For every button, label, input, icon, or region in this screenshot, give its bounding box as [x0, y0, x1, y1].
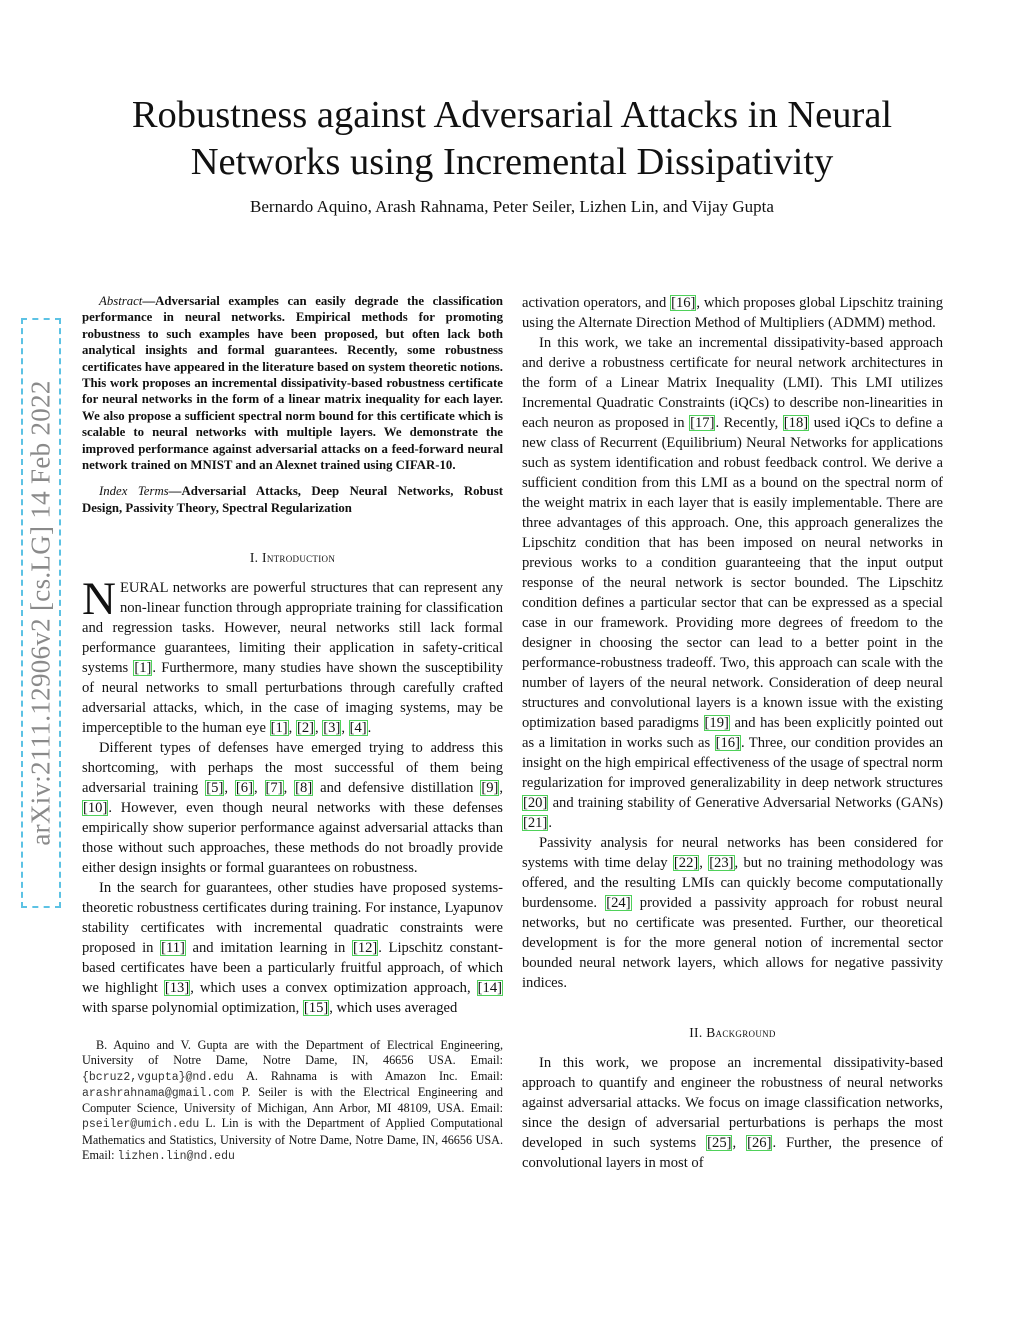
abstract: Abstract—Adversarial examples can easily degrade the classification performance in neural networks. Empirical methods for promoting robustness to such examples have been proposed, but often lack both analytical insights and formal guarantees. Recently, some robustness certificates have appeared in the literature based on system theoretic notions. This work proposes an incremental dissipativity-based robustness certificate for neural networks in the form of a linear matrix inequality for each layer. We also propose a sufficient spectral norm bound for this certificate which is scalable to neural networks with multiple layers. We demonstrate the improved performance against adversarial attacks on a feed-forward neural network trained on MNIST and an Alexnet trained using CIFAR-10.	[82, 294, 503, 473]
email-link[interactable]: {bcruz2,vgupta}@nd.edu	[82, 1070, 234, 1084]
citation-link[interactable]: [21]	[523, 815, 548, 831]
abstract-label: Abstract	[99, 294, 143, 308]
citation-link[interactable]: [7]	[265, 780, 283, 797]
citation-link[interactable]: [25]	[707, 1135, 732, 1151]
intro-paragraph-2: Different types of defenses have emerged trying to address this shortcoming, with perhaps the most successful of them being adversarial training [5], [6], [7], [8] and defensive distillation [9], [10]. However, even though neural networks with these defenses empirically show superior performance against adversarial attacks than those without such approaches, these methods do not broadly provide either design insights or formal guarantees on robustness.	[82, 740, 504, 877]
citation-link[interactable]: [22]	[673, 855, 699, 871]
email-link[interactable]: lizhen.lin@nd.edu	[117, 1149, 235, 1163]
citation-link[interactable]: [15]	[303, 1000, 329, 1017]
citation-link[interactable]: [14]	[477, 980, 502, 997]
arxiv-stamp	[21, 318, 61, 908]
body-paragraph-passivity: Passivity analysis for neural networks has been considered for systems with time delay [22], [23], but no training methodology was offered, and the resulting LMIs can quickly become computationally burdensome. [24] provided a passivity approach for robust neural networks, but no certificate was presented. Further, our theoretical development is for the more general notion of incremental sector bounded neural network layers, which allows for negative passivity indices.	[522, 835, 943, 991]
citation-link[interactable]: [16]	[715, 735, 740, 751]
citation-link[interactable]: [2]	[296, 720, 314, 737]
citation-link[interactable]: [19]	[704, 715, 729, 731]
citation-link[interactable]: [12]	[352, 940, 378, 957]
citation-link[interactable]: [26]	[747, 1135, 772, 1151]
email-link[interactable]: pseiler@umich.edu	[82, 1118, 200, 1132]
body-paragraph-contribution: In this work, we take an incremental dissipativity-based approach and derive a robustness certificate for neural network architectures in the form of a Linear Matrix Inequality (LMI). This LMI utilizes Incremental Quadratic Constraints (iQCs) to describe non-linearities in each neuron as proposed in [17]. Recently, [18] used iQCs to define a new class of Recurrent (Equilibrium) Neural Networks for applications such as system identification and robust feedback control. We derive a sufficient condition from this LMI as a bound on the spectral norm of the weight matrix in each layer that is easily implementable. There are three advantages of this approach. One, this approach generalizes the Lipschitz condition that has been imposed on neural networks in previous works to a condition guaranteeing that the input output response of the neural network is sector bounded. The Lipschitz condition defines a particular sector that can be expressed as a special case in our framework. Providing more degrees of freedom to the designer in choosing the sector can lead to a better point in the performance-robustness tradeoff. Two, this approach can scale with the number of layers of the neural network. Consideration of deep neural structures and convolutional layers is a known issue with the existing optimization based paradigms [19] and has been explicitly pointed out as a limitation in works such as [16]. Three, our condition provides an insight on the high empirical effectiveness of the usage of spectral norm regularization for improved generalizability in deep network structures [20] and training stability of Generative Adversarial Networks (GANs) [21].	[522, 335, 944, 831]
background-paragraph-1: In this work, we propose an incremental dissipativity-based approach to quantify and engineer the robustness of neural networks against adversarial attacks. We focus on image classification networks, since the design of adversarial perturbations is perhaps the most developed in such systems [25], [26]. Further, the presence of convolutional layers in most of	[522, 1055, 944, 1171]
citation-link[interactable]: [6]	[235, 780, 253, 797]
section-heading-introduction: I. Introduction	[249, 550, 336, 566]
index-terms-label: Index Terms	[99, 484, 169, 499]
citation-link[interactable]: [24]	[606, 895, 631, 911]
paper-title: Robustness against Adversarial Attacks in Neural Networks using Incremental Dissipativity	[131, 94, 893, 183]
citation-link[interactable]: [11]	[161, 940, 185, 957]
citation-link[interactable]: [8]	[295, 780, 313, 797]
citation-link[interactable]: [4]	[349, 720, 367, 737]
citation-link[interactable]: [20]	[523, 795, 548, 811]
email-link[interactable]: arashrahnama@gmail.com	[82, 1086, 234, 1100]
arxiv-identifier[interactable]: arXiv:2111.12906v2 [cs.LG] 14 Feb 2022	[25, 380, 56, 846]
citation-link[interactable]: [9]	[481, 780, 499, 797]
citation-link[interactable]: [5]	[206, 780, 224, 797]
citation-link[interactable]: [18]	[783, 415, 809, 431]
left-column	[82, 293, 503, 1164]
citation-link[interactable]: [16]	[671, 295, 696, 311]
drop-cap: N	[82, 573, 116, 626]
citation-link[interactable]: [10]	[83, 800, 108, 817]
section-heading-background: II. Background	[689, 1025, 776, 1040]
index-terms: Index Terms—Adversarial Attacks, Deep Neural Networks, Robust Design, Passivity Theory, Spectral Regularization	[82, 484, 503, 515]
intro-paragraph-1: NEURAL networks are powerful structures that can represent any non-linear function through appropriate training for classification and regression tasks. However, neural networks still lack formal performance guarantees, limiting their application in safety-critical systems [1]. Furthermore, many studies have shown the susceptibility of neural networks to small perturbations through carefully crafted adversarial attacks, which, in the case of imaging systems, may be imperceptible to the human eye [1], [2], [3], [4].	[82, 573, 503, 737]
citation-link[interactable]: [1]	[270, 720, 288, 737]
right-column	[522, 293, 943, 1173]
author-affiliation-footnote: B. Aquino and V. Gupta are with the Department of Electrical Engineering, University of Notre Dame, Notre Dame, IN, 46656 USA. Email: {bcruz2,vgupta}@nd.edu A. Rahnama is with Amazon Inc. Email: arashrahnama@gmail.com P. Seiler is with the Electrical Engineering and Computer Science, University of Michigan, Ann Arbor, MI 48109, USA. Email: pseiler@umich.edu L. Lin is with the Department of Applied Computational Mathematics and Statistics, University of Notre Dame, Notre Dame, IN, 46656 USA. Email: lizhen.lin@nd.edu	[82, 1038, 503, 1163]
intro-paragraph-3: In the search for guarantees, other studies have proposed systems-theoretic robustness certificates during training. For instance, Lyapunov stability certificates with incremental quadratic constraints were proposed in [11] and imitation learning in [12]. Lipschitz constant-based certificates have been a particularly fruitful approach, of which we highlight [13], which uses a convex optimization approach, [14] with sparse polynomial optimization, [15], which uses averaged	[82, 880, 503, 1017]
citation-link[interactable]: [1]	[134, 660, 152, 677]
citation-link[interactable]: [23]	[709, 855, 734, 871]
citation-link[interactable]: [13]	[164, 980, 190, 997]
citation-link[interactable]: [3]	[323, 720, 341, 737]
citation-link[interactable]: [17]	[690, 415, 715, 431]
body-paragraph-continued: activation operators, and [16], which proposes global Lipschitz training using the Alternate Direction Method of Multipliers (ADMM) method.	[522, 295, 943, 331]
author-list: Bernardo Aquino, Arash Rahnama, Peter Seiler, Lizhen Lin, and Vijay Gupta	[250, 197, 774, 216]
